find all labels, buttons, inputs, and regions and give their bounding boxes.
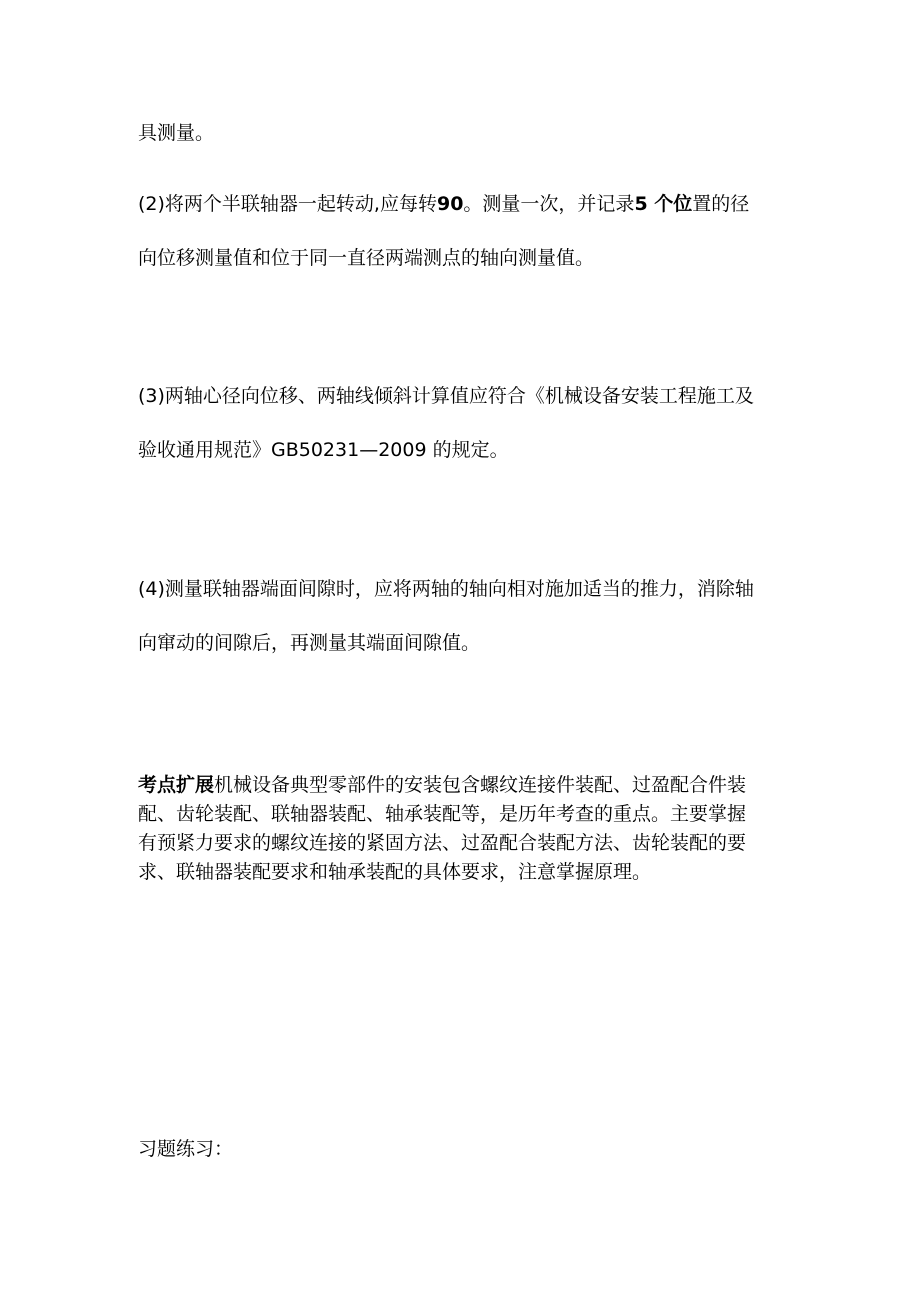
exam-point-extension	[138, 771, 788, 887]
text-line: 向窜动的间隙后，再测量其端面间隙值。	[138, 632, 481, 654]
text-run-bold: 5 个位	[634, 193, 693, 215]
paragraph-item-2	[138, 177, 788, 285]
text-run: 。测量一次，并记录	[463, 193, 635, 215]
paragraph-item-4	[138, 562, 788, 670]
text-run: 机械设备典型零部件的安装包含螺纹连接件装配、过盈配合件装	[214, 774, 747, 796]
paragraph-continuation	[138, 106, 788, 160]
text-line: (3)两轴心径向位移、两轴线倾斜计算值应符合《机械设备安装工程施工及	[138, 385, 754, 407]
exercise-heading	[138, 1122, 788, 1176]
text-line	[138, 771, 788, 800]
section-lead-bold: 考点扩展	[138, 774, 215, 796]
text-line: 向位移测量值和位于同一直径两端测点的轴向测量值。	[138, 247, 595, 269]
text-line: 验收通用规范》GB50231—2009 的规定。	[138, 439, 509, 461]
text-line: 具测量。	[138, 122, 215, 144]
text-run-bold: 90	[436, 193, 464, 215]
text-line: 有预紧力要求的螺纹连接的紧固方法、过盈配合装配方法、齿轮装配的要	[138, 832, 747, 854]
text-line: (4)测量联轴器端面间隙时，应将两轴的轴向相对施加适当的推力，消除轴	[138, 578, 754, 600]
text-run: (2)将两个半联轴器一起转动,应每转	[138, 193, 437, 215]
text-run: 置的径	[692, 193, 750, 215]
text-line: 配、齿轮装配、联轴器装配、轴承装配等，是历年考查的重点。主要掌握	[138, 803, 747, 825]
paragraph-item-3	[138, 369, 788, 477]
heading-text: 习题练习：	[138, 1138, 234, 1160]
text-line	[138, 177, 788, 231]
text-line: 求、联轴器装配要求和轴承装配的具体要求，注意掌握原理。	[138, 861, 652, 883]
